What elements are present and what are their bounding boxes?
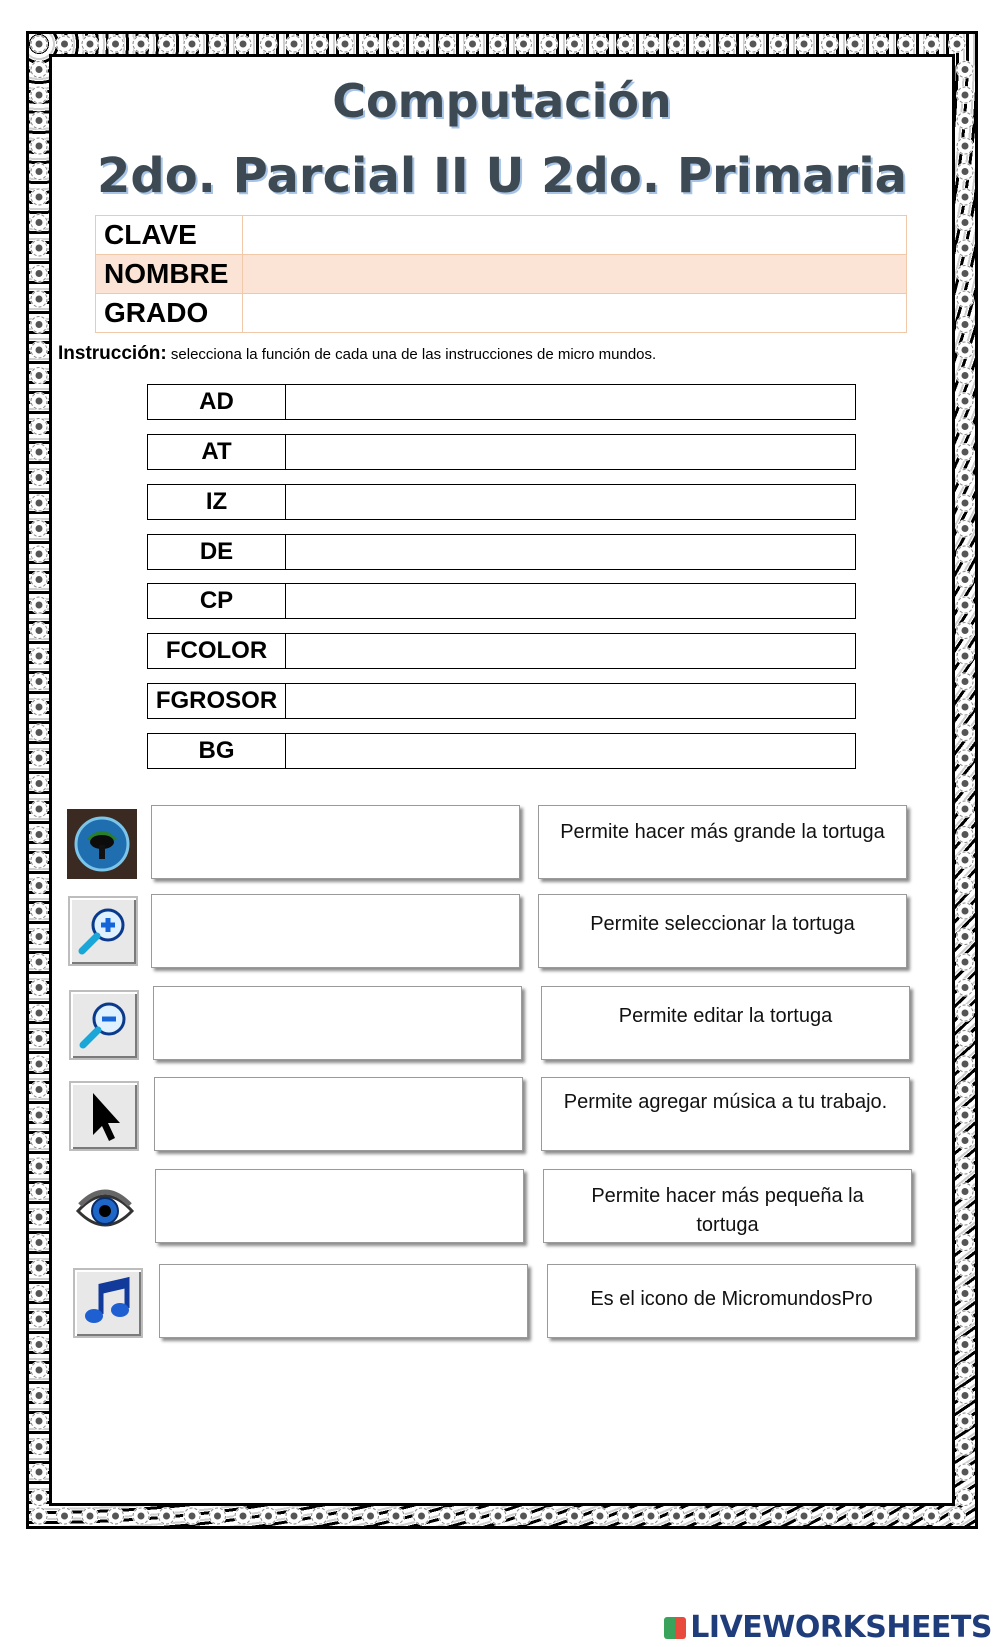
- zoom-out-icon: [69, 990, 139, 1060]
- nombre-label: NOMBRE: [96, 255, 243, 294]
- title-subject: Computación: [332, 74, 672, 128]
- brand-text: LIVEWORKSHEETS: [690, 1610, 992, 1645]
- instruction-label: Instrucción:: [58, 343, 167, 364]
- instruction: [58, 343, 656, 365]
- liveworksheets-icon: [664, 1617, 686, 1639]
- title-exam: 2do. Parcial II U 2do. Primaria: [96, 148, 908, 204]
- option-box[interactable]: Permite editar la tortuga: [541, 986, 910, 1060]
- command-answer-field[interactable]: [286, 684, 855, 718]
- option-box[interactable]: Es el icono de MicromundosPro: [547, 1264, 916, 1338]
- student-info-table: [95, 215, 907, 333]
- icon-answer-box[interactable]: [159, 1264, 528, 1338]
- command-row: [147, 384, 856, 420]
- option-box[interactable]: Permite hacer más grande la tortuga: [538, 805, 907, 879]
- command-label: CP: [148, 584, 286, 618]
- command-row: [147, 733, 856, 769]
- command-label: DE: [148, 535, 286, 569]
- command-answer-field[interactable]: [286, 485, 855, 519]
- eye-icon: [70, 1175, 140, 1245]
- nombre-field[interactable]: [243, 255, 907, 294]
- command-label: AD: [148, 385, 286, 419]
- grado-label: GRADO: [96, 294, 243, 333]
- arrow-cursor-icon: [69, 1081, 139, 1151]
- music-note-icon: [73, 1268, 143, 1338]
- command-row: [147, 633, 856, 669]
- option-box[interactable]: Permite agregar música a tu trabajo.: [541, 1077, 910, 1151]
- clave-label: CLAVE: [96, 216, 243, 255]
- icon-answer-box[interactable]: [151, 894, 520, 968]
- command-answer-field[interactable]: [286, 535, 855, 569]
- command-row: [147, 534, 856, 570]
- command-label: FGROSOR: [148, 684, 286, 718]
- icon-answer-box[interactable]: [154, 1077, 523, 1151]
- command-answer-field[interactable]: [286, 584, 855, 618]
- command-row: [147, 434, 856, 470]
- command-answer-field[interactable]: [286, 634, 855, 668]
- command-row: [147, 583, 856, 619]
- grado-field[interactable]: [243, 294, 907, 333]
- command-label: AT: [148, 435, 286, 469]
- liveworksheets-logo: [664, 1610, 992, 1645]
- icon-answer-box[interactable]: [153, 986, 522, 1060]
- icon-answer-box[interactable]: [155, 1169, 524, 1243]
- option-box[interactable]: Permite seleccionar la tortuga: [538, 894, 907, 968]
- command-label: FCOLOR: [148, 634, 286, 668]
- clave-field[interactable]: [243, 216, 907, 255]
- icon-answer-box[interactable]: [151, 805, 520, 879]
- command-row: [147, 683, 856, 719]
- micromundos-logo-icon: [67, 809, 137, 879]
- command-answer-field[interactable]: [286, 385, 855, 419]
- zoom-in-icon: [68, 896, 138, 966]
- command-label: BG: [148, 734, 286, 768]
- command-row: [147, 484, 856, 520]
- option-box[interactable]: Permite hacer más pequeña la tortuga: [543, 1169, 912, 1243]
- command-answer-field[interactable]: [286, 734, 855, 768]
- instruction-text: selecciona la función de cada una de las instrucciones de micro mundos.: [170, 346, 657, 363]
- command-label: IZ: [148, 485, 286, 519]
- command-answer-field[interactable]: [286, 435, 855, 469]
